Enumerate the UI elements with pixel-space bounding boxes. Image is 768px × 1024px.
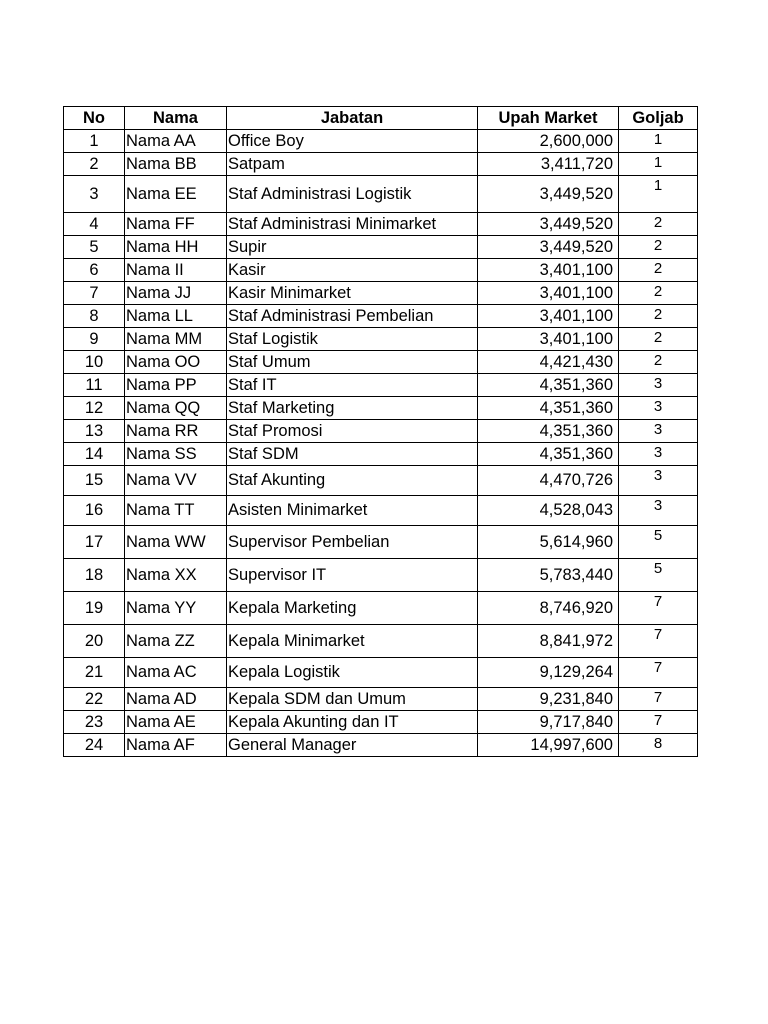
cell-goljab: 1 [619, 130, 698, 153]
cell-goljab: 2 [619, 328, 698, 351]
cell-goljab: 1 [619, 153, 698, 176]
cell-no: 7 [64, 282, 125, 305]
header-no: No [64, 107, 125, 130]
table-row [64, 526, 698, 559]
table-row [64, 282, 698, 305]
cell-goljab: 3 [619, 466, 698, 496]
cell-goljab: 2 [619, 259, 698, 282]
cell-nama: Nama YY [125, 592, 227, 625]
cell-upah-market: 3,401,100 [478, 328, 619, 351]
cell-upah-market: 9,717,840 [478, 711, 619, 734]
salary-sheet [63, 106, 698, 757]
cell-jabatan: General Manager [227, 734, 478, 757]
cell-goljab: 8 [619, 734, 698, 757]
cell-goljab: 3 [619, 443, 698, 466]
cell-jabatan: Kepala Logistik [227, 658, 478, 688]
cell-jabatan: Supervisor IT [227, 559, 478, 592]
cell-upah-market: 3,449,520 [478, 176, 619, 213]
cell-nama: Nama SS [125, 443, 227, 466]
table-row [64, 374, 698, 397]
salary-table [63, 106, 698, 757]
cell-upah-market: 3,401,100 [478, 305, 619, 328]
cell-nama: Nama TT [125, 496, 227, 526]
cell-nama: Nama AF [125, 734, 227, 757]
cell-goljab: 7 [619, 625, 698, 658]
cell-upah-market: 4,470,726 [478, 466, 619, 496]
cell-upah-market: 3,449,520 [478, 236, 619, 259]
cell-no: 2 [64, 153, 125, 176]
cell-jabatan: Staf SDM [227, 443, 478, 466]
cell-nama: Nama VV [125, 466, 227, 496]
table-row [64, 153, 698, 176]
cell-jabatan: Staf Administrasi Pembelian [227, 305, 478, 328]
cell-nama: Nama QQ [125, 397, 227, 420]
table-row [64, 213, 698, 236]
cell-nama: Nama AD [125, 688, 227, 711]
header-row [64, 107, 698, 130]
cell-upah-market: 3,449,520 [478, 213, 619, 236]
cell-upah-market: 4,351,360 [478, 420, 619, 443]
cell-jabatan: Satpam [227, 153, 478, 176]
cell-nama: Nama LL [125, 305, 227, 328]
cell-upah-market: 3,411,720 [478, 153, 619, 176]
cell-upah-market: 5,783,440 [478, 559, 619, 592]
table-row [64, 443, 698, 466]
cell-jabatan: Staf Administrasi Logistik [227, 176, 478, 213]
table-row [64, 259, 698, 282]
cell-upah-market: 4,351,360 [478, 374, 619, 397]
table-row [64, 466, 698, 496]
table-row [64, 592, 698, 625]
table-row [64, 236, 698, 259]
cell-no: 17 [64, 526, 125, 559]
cell-no: 22 [64, 688, 125, 711]
cell-jabatan: Kasir [227, 259, 478, 282]
cell-nama: Nama FF [125, 213, 227, 236]
cell-no: 10 [64, 351, 125, 374]
cell-no: 8 [64, 305, 125, 328]
cell-jabatan: Asisten Minimarket [227, 496, 478, 526]
cell-goljab: 2 [619, 213, 698, 236]
cell-goljab: 5 [619, 526, 698, 559]
cell-upah-market: 14,997,600 [478, 734, 619, 757]
cell-no: 16 [64, 496, 125, 526]
table-row [64, 711, 698, 734]
cell-nama: Nama JJ [125, 282, 227, 305]
cell-no: 24 [64, 734, 125, 757]
cell-no: 18 [64, 559, 125, 592]
cell-jabatan: Kepala Minimarket [227, 625, 478, 658]
table-row [64, 397, 698, 420]
cell-jabatan: Staf Administrasi Minimarket [227, 213, 478, 236]
cell-upah-market: 9,129,264 [478, 658, 619, 688]
table-row [64, 328, 698, 351]
cell-jabatan: Staf Marketing [227, 397, 478, 420]
cell-goljab: 2 [619, 305, 698, 328]
cell-goljab: 2 [619, 351, 698, 374]
cell-upah-market: 4,421,430 [478, 351, 619, 374]
cell-goljab: 3 [619, 374, 698, 397]
cell-no: 9 [64, 328, 125, 351]
cell-upah-market: 8,746,920 [478, 592, 619, 625]
table-row [64, 351, 698, 374]
cell-goljab: 3 [619, 420, 698, 443]
table-row [64, 625, 698, 658]
cell-jabatan: Kepala Akunting dan IT [227, 711, 478, 734]
cell-nama: Nama WW [125, 526, 227, 559]
cell-jabatan: Staf Logistik [227, 328, 478, 351]
cell-nama: Nama AC [125, 658, 227, 688]
cell-upah-market: 4,351,360 [478, 397, 619, 420]
cell-nama: Nama ZZ [125, 625, 227, 658]
cell-no: 12 [64, 397, 125, 420]
cell-no: 23 [64, 711, 125, 734]
table-row [64, 176, 698, 213]
header-jabatan: Jabatan [227, 107, 478, 130]
cell-no: 6 [64, 259, 125, 282]
cell-jabatan: Kepala SDM dan Umum [227, 688, 478, 711]
cell-no: 5 [64, 236, 125, 259]
cell-upah-market: 3,401,100 [478, 282, 619, 305]
cell-nama: Nama MM [125, 328, 227, 351]
cell-no: 21 [64, 658, 125, 688]
cell-jabatan: Supir [227, 236, 478, 259]
cell-nama: Nama PP [125, 374, 227, 397]
header-goljab: Goljab [619, 107, 698, 130]
cell-goljab: 7 [619, 658, 698, 688]
cell-no: 13 [64, 420, 125, 443]
cell-upah-market: 2,600,000 [478, 130, 619, 153]
cell-goljab: 3 [619, 397, 698, 420]
table-row [64, 734, 698, 757]
header-upah-market: Upah Market [478, 107, 619, 130]
cell-nama: Nama RR [125, 420, 227, 443]
cell-no: 19 [64, 592, 125, 625]
cell-jabatan: Staf IT [227, 374, 478, 397]
header-nama: Nama [125, 107, 227, 130]
cell-no: 20 [64, 625, 125, 658]
cell-goljab: 1 [619, 176, 698, 213]
cell-jabatan: Staf Akunting [227, 466, 478, 496]
cell-goljab: 2 [619, 282, 698, 305]
table-row [64, 130, 698, 153]
cell-jabatan: Kasir Minimarket [227, 282, 478, 305]
cell-no: 15 [64, 466, 125, 496]
cell-no: 14 [64, 443, 125, 466]
cell-upah-market: 5,614,960 [478, 526, 619, 559]
cell-jabatan: Office Boy [227, 130, 478, 153]
cell-goljab: 7 [619, 688, 698, 711]
cell-no: 4 [64, 213, 125, 236]
cell-goljab: 7 [619, 711, 698, 734]
cell-jabatan: Staf Promosi [227, 420, 478, 443]
cell-nama: Nama HH [125, 236, 227, 259]
cell-nama: Nama AE [125, 711, 227, 734]
cell-nama: Nama EE [125, 176, 227, 213]
cell-no: 1 [64, 130, 125, 153]
cell-upah-market: 4,351,360 [478, 443, 619, 466]
cell-nama: Nama II [125, 259, 227, 282]
cell-nama: Nama BB [125, 153, 227, 176]
cell-goljab: 7 [619, 592, 698, 625]
cell-no: 3 [64, 176, 125, 213]
cell-jabatan: Kepala Marketing [227, 592, 478, 625]
cell-upah-market: 4,528,043 [478, 496, 619, 526]
table-row [64, 496, 698, 526]
table-row [64, 305, 698, 328]
cell-goljab: 5 [619, 559, 698, 592]
table-row [64, 559, 698, 592]
cell-jabatan: Staf Umum [227, 351, 478, 374]
table-row [64, 688, 698, 711]
cell-nama: Nama OO [125, 351, 227, 374]
cell-no: 11 [64, 374, 125, 397]
cell-goljab: 2 [619, 236, 698, 259]
cell-upah-market: 8,841,972 [478, 625, 619, 658]
cell-upah-market: 9,231,840 [478, 688, 619, 711]
cell-nama: Nama AA [125, 130, 227, 153]
cell-upah-market: 3,401,100 [478, 259, 619, 282]
table-row [64, 658, 698, 688]
cell-nama: Nama XX [125, 559, 227, 592]
cell-jabatan: Supervisor Pembelian [227, 526, 478, 559]
cell-goljab: 3 [619, 496, 698, 526]
table-row [64, 420, 698, 443]
